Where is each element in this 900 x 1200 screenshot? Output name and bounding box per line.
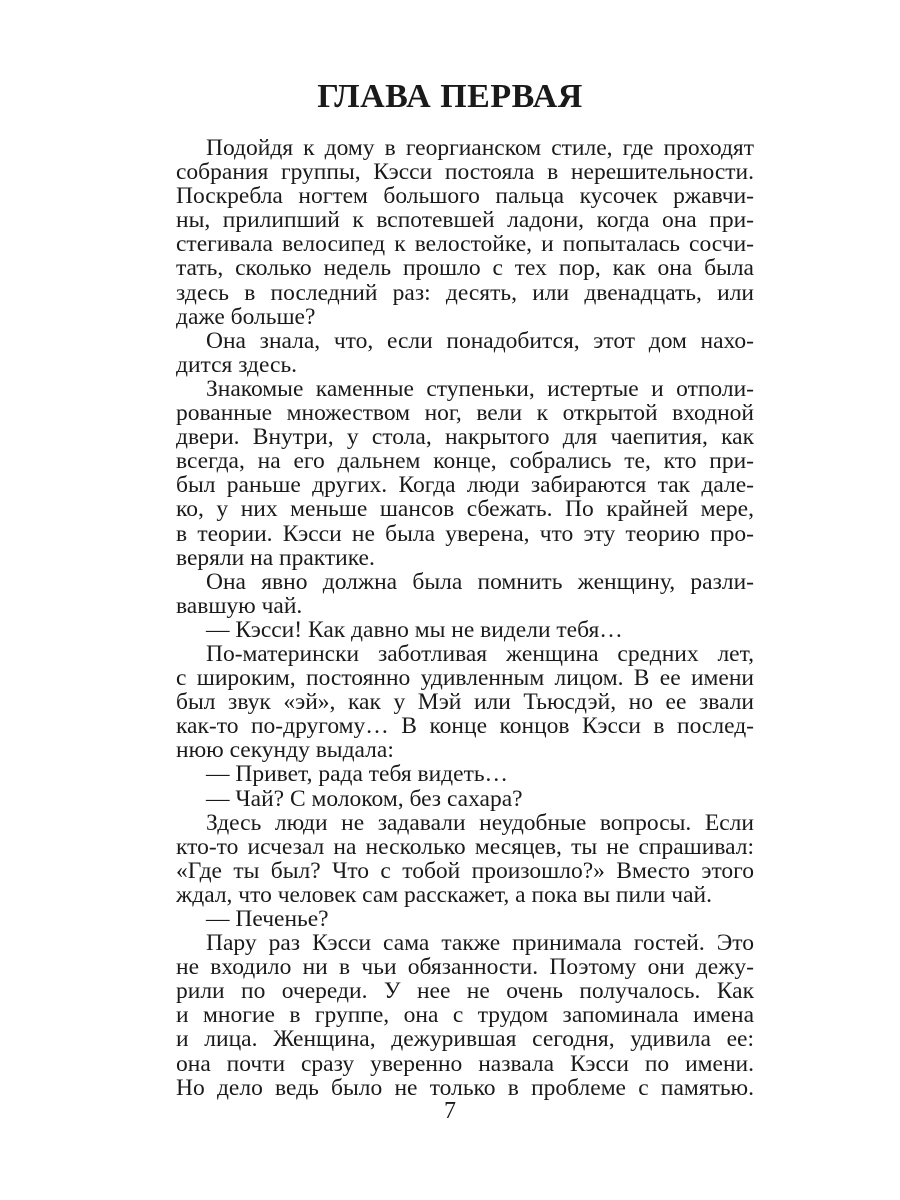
text-line: Она явно должна была помнить женщину, разли-	[206, 568, 754, 595]
text-line: и многие в группе, она с трудом запоминала имена	[176, 1002, 754, 1029]
text-line: ждал, что человек сам расскажет, а пока вы пили чай.	[176, 881, 712, 908]
text-line: всегда, на его дальнем конце, собрались те, кто при-	[176, 448, 754, 475]
text-line: не входило ни в чьи обязанности. Поэтому они дежу-	[176, 954, 754, 981]
text-line: был звук «эй», как у Мэй или Тьюсдэй, но ее звали	[176, 689, 754, 716]
text-line: «Где ты был? Что с тобой произошло?» Вместо этого	[176, 857, 754, 884]
text-line: Но дело ведь было не только в проблеме с памятью.	[176, 1074, 754, 1101]
text-line: нюю секунду выдала:	[176, 737, 394, 764]
text-line: в теории. Кэсси не была уверена, что эту теорию про-	[176, 520, 754, 547]
text-line: тать, сколько недель прошло с тех пор, как она была	[176, 255, 754, 282]
text-line: стегивала велосипед к велостойке, и попыталась сосчи-	[176, 231, 754, 258]
text-line: По-матерински заботливая женщина средних лет,	[206, 640, 754, 667]
text-line: собрания группы, Кэсси постояла в нерешительности.	[176, 159, 754, 186]
text-line: здесь в последний раз: десять, или двенадцать, или	[176, 279, 754, 306]
text-line: — Привет, рада тебя видеть…	[206, 761, 509, 788]
text-line: ны, прилипший к вспотевшей ладони, когда она при-	[176, 207, 754, 234]
text-line: как-то по-другому… В конце концов Кэсси в послед-	[176, 713, 754, 740]
text-line: с широким, постоянно удивленным лицом. В ее имени	[176, 665, 754, 692]
text-line: кто-то исчезал на несколько месяцев, ты не спрашивал:	[176, 833, 754, 860]
text-line: веряли на практике.	[176, 544, 375, 571]
chapter-body-text	[176, 136, 754, 1100]
text-line: даже больше?	[176, 303, 316, 330]
text-line: рованные множеством ног, вели к открытой входной	[176, 400, 754, 427]
text-line: рили по очереди. У нее не очень получалось. Как	[176, 978, 754, 1005]
chapter-title: ГЛАВА ПЕРВАЯ	[317, 78, 583, 115]
text-line: Здесь люди не задавали неудобные вопросы. Если	[206, 809, 754, 836]
text-line: был раньше других. Когда люди забираются так дале-	[176, 472, 754, 499]
text-line: дится здесь.	[176, 351, 298, 378]
text-line: она почти сразу уверенно назвала Кэсси по имени.	[176, 1050, 754, 1077]
text-line: — Кэсси! Как давно мы не видели тебя…	[206, 616, 623, 643]
text-line: Подойдя к дому в георгианском стиле, где проходят	[206, 135, 754, 161]
text-line: Она знала, что, если понадобится, этот дом нахо-	[206, 327, 754, 354]
text-line: двери. Внутри, у стола, накрытого для чаепития, как	[176, 424, 754, 451]
text-line: — Печенье?	[206, 906, 329, 932]
page-number: 7	[444, 1098, 456, 1124]
text-line: — Чай? С молоком, без сахара?	[206, 785, 523, 812]
text-line: Пару раз Кэсси сама также принимала гостей. Это	[206, 930, 754, 957]
text-line: Поскребла ногтем большого пальца кусочек ржавчи-	[176, 183, 754, 210]
text-line: ко, у них меньше шансов сбежать. По крайней мере,	[176, 496, 754, 523]
text-line: Знакомые каменные ступеньки, истертые и отполи-	[206, 375, 754, 402]
text-line: и лица. Женщина, дежурившая сегодня, удивила ее:	[176, 1026, 754, 1053]
text-line: вавшую чай.	[176, 592, 303, 619]
